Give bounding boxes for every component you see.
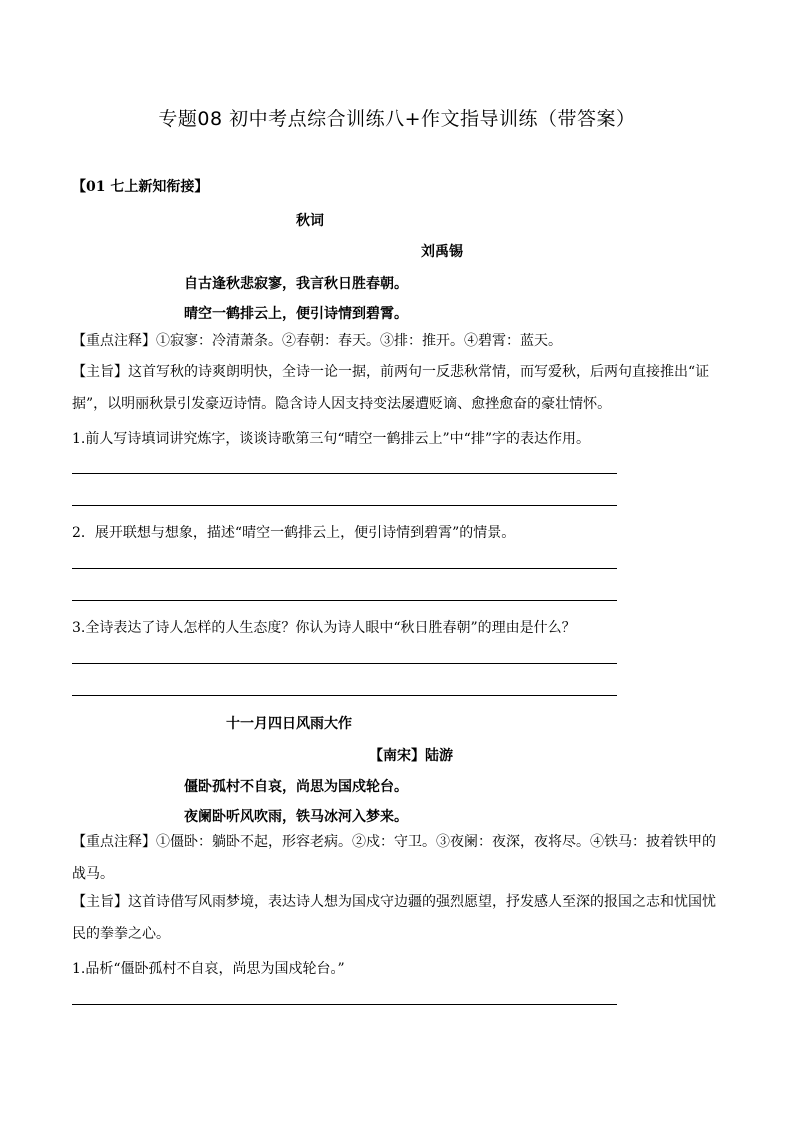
poem1-theme: 【主旨】这首写秋的诗爽朗明快，全诗一论一据，前两句一反悲秋常情，而写爱秋，后两句直接推出“证据”，以明丽秋景引发豪迈诗情。隐含诗人因支持变法屡遭贬谪、愈挫愈奋的豪壮情怀。	[72, 364, 710, 412]
answer-line[interactable]	[72, 568, 617, 569]
poem1-question-3: 3.全诗表达了诗人怎样的人生态度？你认为诗人眼中“秋日胜春朝”的理由是什么？	[72, 620, 576, 636]
section-heading: 【01 七上新知衔接】	[72, 179, 209, 195]
poem2-line-2: 夜阑卧听风吹雨，铁马冰河入梦来。	[184, 809, 408, 825]
poem2-question-1: 1.品析“僵卧孤村不自哀，尚思为国戍轮台。”	[72, 961, 345, 977]
answer-line[interactable]	[72, 600, 617, 601]
answer-line[interactable]	[72, 505, 617, 506]
answer-line[interactable]	[72, 473, 617, 474]
poem2-notes: 【重点注释】①僵卧：躺卧不起，形容老病。②戍：守卫。③夜阑：夜深，夜将尽。④铁马：披着铁甲的战马。	[72, 834, 716, 882]
poem1-question-2: 2．展开联想与想象，描述“晴空一鹤排云上，便引诗情到碧霄”的情景。	[72, 525, 516, 541]
poem1-line-2: 晴空一鹤排云上，便引诗情到碧霄。	[184, 306, 408, 322]
poem1-notes: 【重点注释】①寂寥：冷清萧条。②春朝：春天。③排：推开。④碧霄：蓝天。	[72, 333, 562, 349]
poem1-author: 刘禹锡	[421, 244, 463, 260]
poem1-title: 秋词	[296, 213, 324, 229]
poem1-line-1: 自古逢秋悲寂寥，我言秋日胜春朝。	[184, 276, 408, 292]
answer-line[interactable]	[72, 663, 617, 664]
poem2-author: 【南宋】陆游	[369, 748, 453, 764]
answer-line[interactable]	[72, 695, 617, 696]
page-title: 专题08 初中考点综合训练八+作文指导训练（带答案）	[158, 108, 636, 130]
poem2-title: 十一月四日风雨大作	[226, 716, 352, 732]
answer-line[interactable]	[72, 1004, 617, 1005]
poem2-line-1: 僵卧孤村不自哀，尚思为国戍轮台。	[184, 779, 408, 795]
poem2-theme: 【主旨】这首诗借写风雨梦境，表达诗人想为国戍守边疆的强烈愿望，抒发感人至深的报国之志和忧国忧民的拳拳之心。	[72, 894, 716, 942]
poem1-question-1: 1.前人写诗填词讲究炼字，谈谈诗歌第三句“晴空一鹤排云上”中“排”字的表达作用。	[72, 431, 590, 447]
